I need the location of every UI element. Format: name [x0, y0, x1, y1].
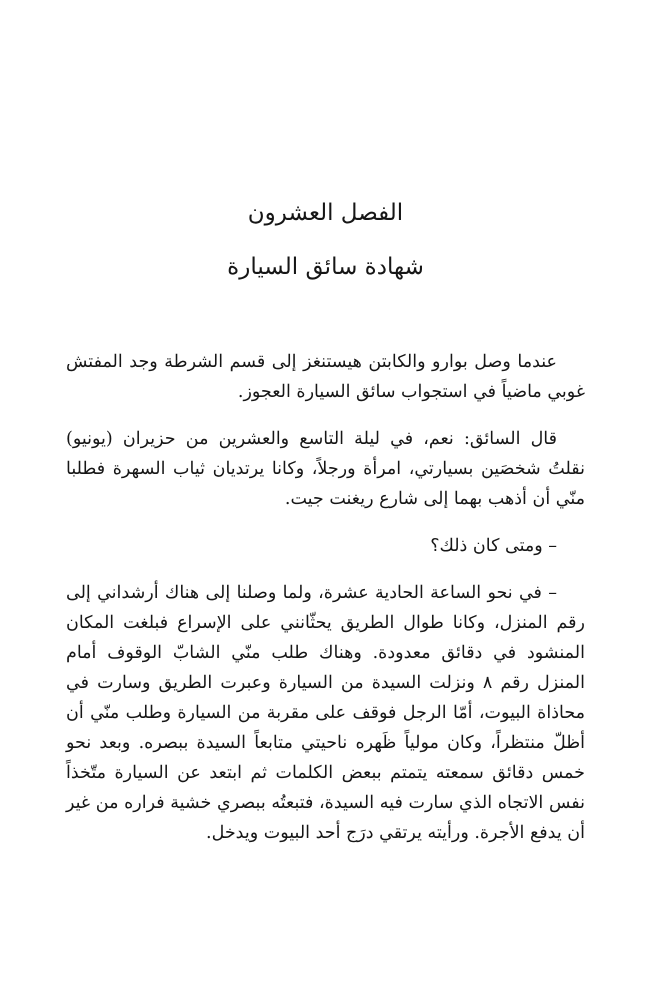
chapter-title: الفصل العشرون — [247, 200, 404, 226]
body-text — [66, 347, 585, 865]
paragraph-driver-statement: قال السائق: نعم، في ليلة التاسع والعشرين من حزيران (يونيو) نقلتُ شخصَين بسيارتي، امرأة ورجلاً، وكانا يرتديان ثياب السهرة فطلبا منّي أن أذهب بهما إلى شارع ريغنت جيت. — [66, 429, 585, 509]
paragraph-question: – ومتى كان ذلك؟ — [430, 536, 557, 556]
paragraph-driver-answer: – في نحو الساعة الحادية عشرة، ولما وصلنا إلى هناك أرشداني إلى رقم المنزل، وكانا طوال الطريق يحثّانني على الإسراع فبلغت المكان المنشود في دقائق معدودة. وهناك طلب منّي الشابّ الوقوف أمام المنزل رقم ٨ ونزلت السيدة من السيارة وعبرت الطريق وسارت في محاذاة البيوت، أمّا الرجل فوقف على مقربة من السيارة وطلب منّي أن أظلّ منتظراً، وكان مولياً ظَهره ناحيتي متابعاً السيدة ببصره. وبعد نحو خمس دقائق سمعته يتمتم ببعض الكلمات ثم ابتعد عن السيارة متّخذاً نفس الاتجاه الذي سارت فيه السيدة، فتبعتُه ببصري خشية فراره من غير أن يدفع الأجرة. ورأيته يرتقي درَج أحد البيوت ويدخل. — [66, 583, 585, 843]
paragraph-opening: عندما وصل بوارو والكابتن هيستنغز إلى قسم الشرطة وجد المفتش غوبي ماضياً في استجواب سائق السيارة العجوز. — [66, 352, 585, 402]
chapter-subtitle: شهادة سائق السيارة — [227, 254, 424, 280]
